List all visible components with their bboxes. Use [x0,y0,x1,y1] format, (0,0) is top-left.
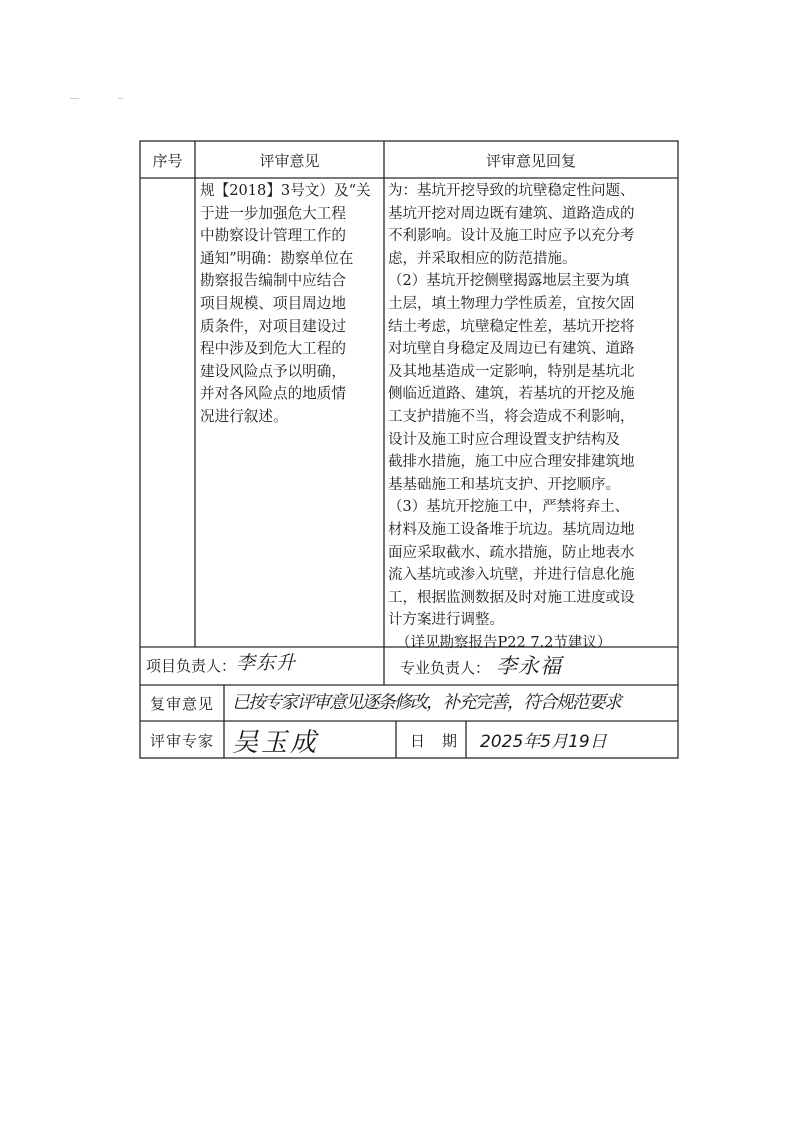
reply-line: 工支护措施不当，将会造成不利影响， [388,408,635,425]
opinion-line: 项目规模、项目周边地 [200,294,346,312]
reply-line: 虑，并采取相应的防范措施。 [388,250,577,267]
expert-label: 评审专家 [150,732,215,750]
reply-line: 截排水措施，施工中应合理安排建筑地 [388,454,635,471]
opinion-line: 并对各风险点的地质情 [200,385,346,403]
opinion-line: 质条件，对项目建设过 [200,317,346,335]
reply-line: （详见勘察报告P22 7.2节建议） [396,634,612,651]
reply-line: （2）基坑开挖侧壁揭露地层主要为填 [388,273,630,290]
header-opinion: 评审意见 [259,152,320,170]
reply-line: 及其地基造成一定影响，特别是基坑北 [388,363,635,380]
reply-line: 基坑开挖对周边既有建筑、道路造成的 [388,205,635,222]
opinion-line: 中勘察设计管理工作的 [200,227,346,245]
opinion-line: 于进一步加强危大工程 [200,204,346,222]
reply-line: 材料及施工设备堆于坑边。基坑周边地 [388,521,635,538]
reply-text [388,180,635,654]
reply-line: 土层，填土物理力学性质差，宜按欠固 [388,295,635,312]
opinion-line: 规【2018】3号文）及“关 [200,182,371,199]
scan-speck [70,98,79,99]
reply-line: 设计及施工时应合理设置支护结构及 [388,431,620,448]
reply-line: 为：基坑开挖导致的坑壁稳定性问题、 [388,183,635,199]
header-reply: 评审意见回复 [485,152,576,170]
review-opinion-handwriting: 已按专家评审意见逐条修改，补充完善，符合规范要求 [232,692,621,713]
opinion-line: 程中涉及到危大工程的 [200,340,346,358]
opinion-line: 建设风险点予以明确， [200,362,346,380]
reply-line: 侧临近道路、建筑，若基坑的开挖及施 [388,386,635,403]
header-seq: 序号 [152,152,183,170]
reply-line: 不利影响。设计及施工时应予以充分考 [388,228,635,245]
specialty-lead-label: 专业负责人： [400,659,491,677]
reply-line: 对坑壁自身稳定及周边已有建筑、道路 [388,341,635,358]
expert-signature: 吴玉成 [232,728,320,758]
reply-line: 基基础施工和基坑支护、开挖顺序。 [388,476,620,493]
opinion-line: 勘察报告编制中应结合 [200,272,346,290]
reply-line: 工，根据监测数据及时对施工进度或设 [388,589,635,606]
reply-line: 流入基坑或渗入坑壁，并进行信息化施 [388,567,635,584]
project-lead-signature: 李东升 [236,652,297,674]
scan-speck [118,98,123,99]
opinion-line: 况进行叙述。 [200,407,288,425]
reply-line: 结土考虑，坑壁稳定性差，基坑开挖将 [388,318,635,335]
opinion-text [200,180,371,429]
date-value: 2025年5月19日 [480,732,607,752]
opinion-line: 通知”明确：勘察单位在 [200,249,354,267]
project-lead-label: 项目负责人： [146,657,237,675]
reply-line: 计方案进行调整。 [388,612,504,629]
specialty-lead-signature: 李永福 [496,654,562,678]
date-label: 日 期 [410,732,459,750]
reply-line: （3）基坑开挖施工中，严禁将弃土、 [388,499,630,516]
reply-line: 面应采取截水、疏水措施，防止地表水 [388,544,635,561]
review-opinion-label: 复审意见 [150,695,215,713]
